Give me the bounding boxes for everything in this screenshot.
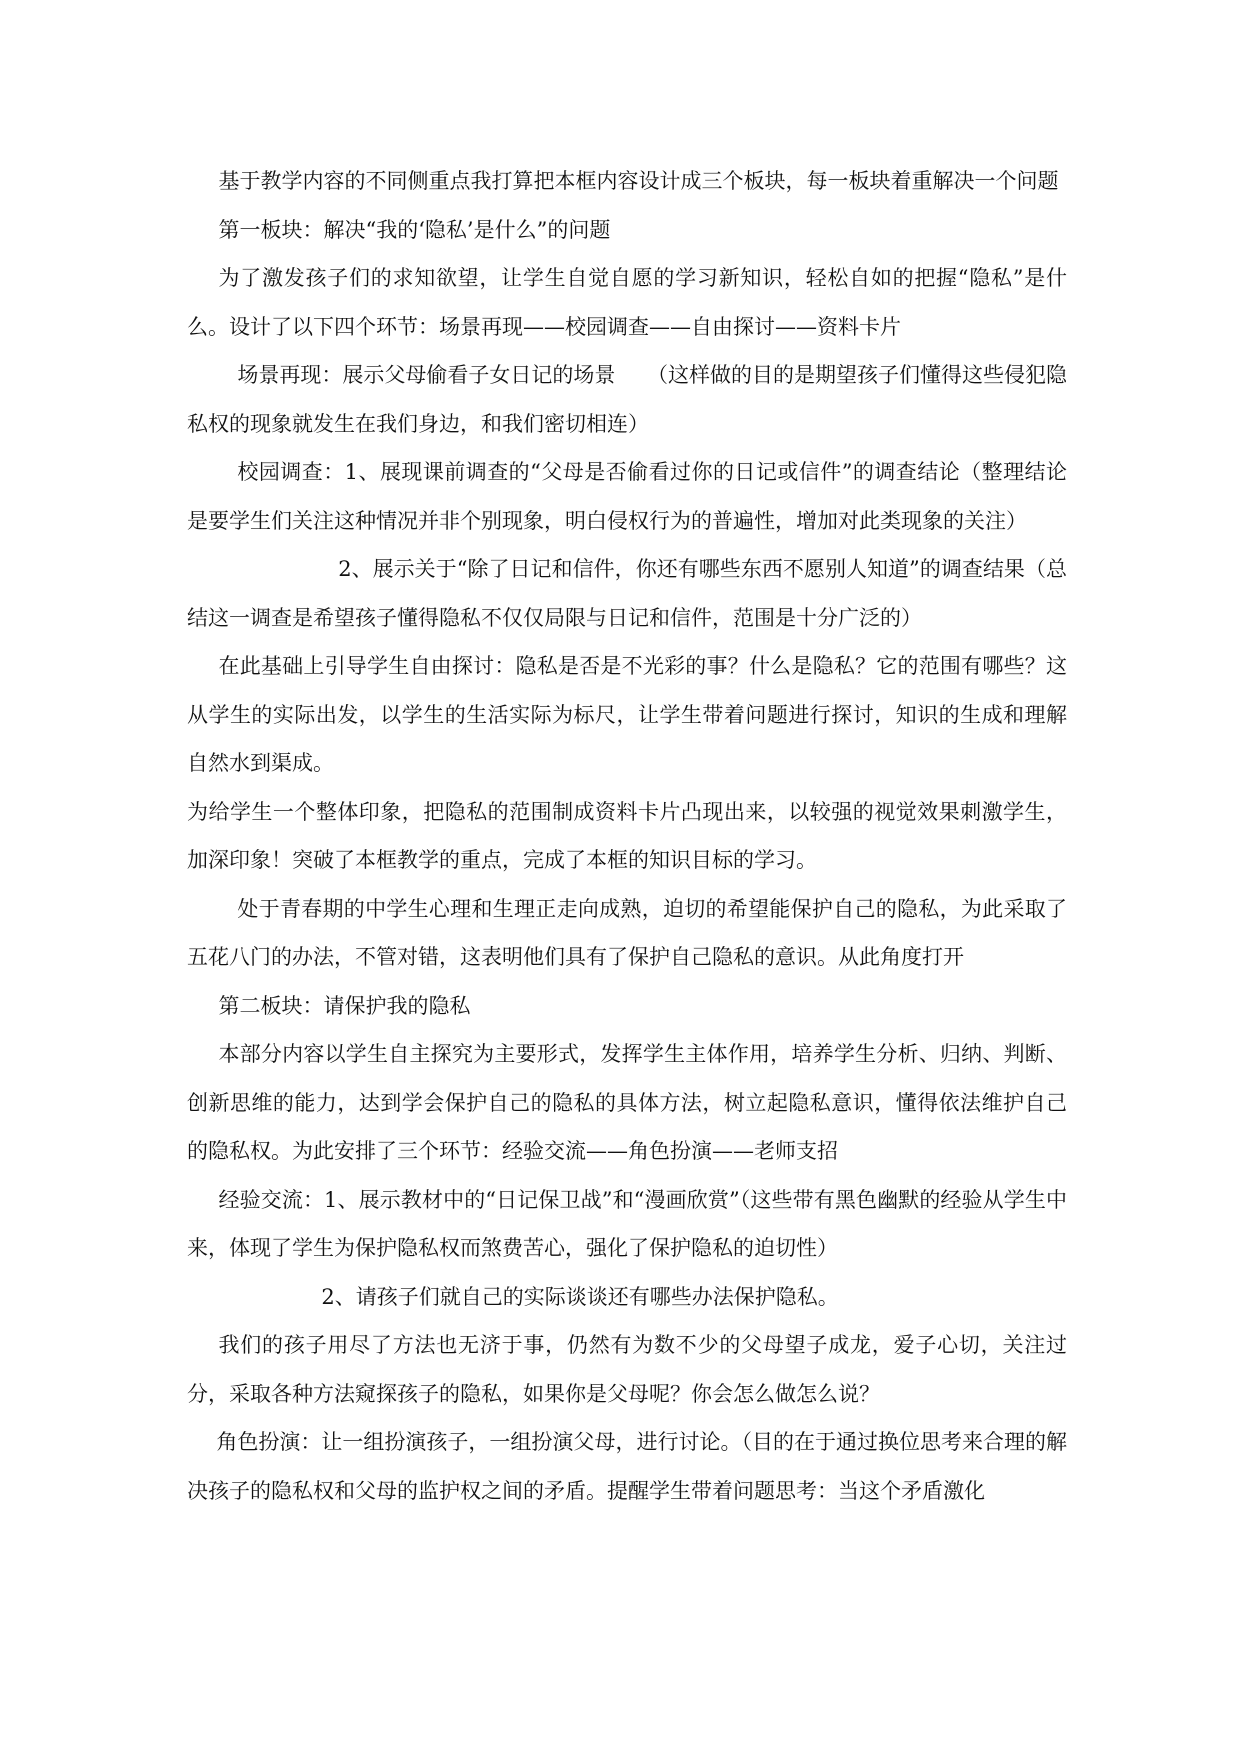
paragraph: 为了激发孩子们的求知欲望，让学生自觉自愿的学习新知识，轻松自如的把握“隐私”是什么。设计了以下四个环节：场景再现——校园调查——自由探讨——资料卡片 [187, 266, 1067, 339]
paragraph: 本部分内容以学生自主探究为主要形式，发挥学生主体作用，培养学生分析、归纳、判断、创新思维的能力，达到学会保护自己的隐私的具体方法，树立起隐私意识，懂得依法维护自己的隐私权。为此安排了三个环节：经验交流——角色扮演——老师支招 [187, 1042, 1067, 1163]
section-one-heading: 第一板块：解决“我的‘隐私’是什么”的问题 [218, 217, 611, 242]
paragraph: 为给学生一个整体印象，把隐私的范围制成资料卡片凸现出来，以较强的视觉效果刺激学生，加深印象！突破了本框教学的重点，完成了本框的知识目标的学习。 [187, 799, 1067, 872]
section-two-heading: 第二板块：请保护我的隐私 [218, 993, 471, 1018]
paragraph: 2、请孩子们就自己的实际谈谈还有哪些办法保护隐私。 [321, 1284, 839, 1309]
paragraph: 2、展示关于“除了日记和信件，你还有哪些东西不愿别人知道”的调查结果（总结这一调查是希望孩子懂得隐私不仅仅局限与日记和信件，范围是十分广泛的） [187, 557, 1067, 630]
paragraph: 处于青春期的中学生心理和生理正走向成熟，迫切的希望能保护自己的隐私，为此采取了五花八门的办法，不管对错，这表明他们具有了保护自己隐私的意识。从此角度打开 [187, 896, 1067, 969]
paragraph: 校园调查：1、展现课前调查的“父母是否偷看过你的日记或信件”的调查结论（整理结论是要学生们关注这种情况并非个别现象，明白侵权行为的普遍性，增加对此类现象的关注） [187, 460, 1067, 533]
paragraph: 我们的孩子用尽了方法也无济于事，仍然有为数不少的父母望子成龙，爱子心切，关注过分，采取各种方法窥探孩子的隐私，如果你是父母呢？你会怎么做怎么说？ [187, 1333, 1067, 1406]
intro-paragraph: 基于教学内容的不同侧重点我打算把本框内容设计成三个板块，每一板块着重解决一个问题 [218, 169, 1059, 193]
paragraph: 角色扮演：让一组扮演孩子，一组扮演父母，进行讨论。（目的在于通过换位思考来合理的解决孩子的隐私权和父母的监护权之间的矛盾。提醒学生带着问题思考：当这个矛盾激化 [187, 1430, 1067, 1503]
paragraph: 经验交流：1、展示教材中的“日记保卫战”和“漫画欣赏”（这些带有黑色幽默的经验从学生中来，体现了学生为保护隐私权而煞费苦心，强化了保护隐私的迫切性） [187, 1187, 1067, 1260]
paragraph: 场景再现：展示父母偷看子女日记的场景 （这样做的目的是期望孩子们懂得这些侵犯隐私权的现象就发生在我们身边，和我们密切相连） [187, 363, 1067, 436]
paragraph: 在此基础上引导学生自由探讨：隐私是否是不光彩的事？什么是隐私？它的范围有哪些？这从学生的实际出发，以学生的生活实际为标尺，让学生带着问题进行探讨，知识的生成和理解自然水到渠成。 [187, 654, 1067, 775]
document-body [187, 157, 1067, 1515]
